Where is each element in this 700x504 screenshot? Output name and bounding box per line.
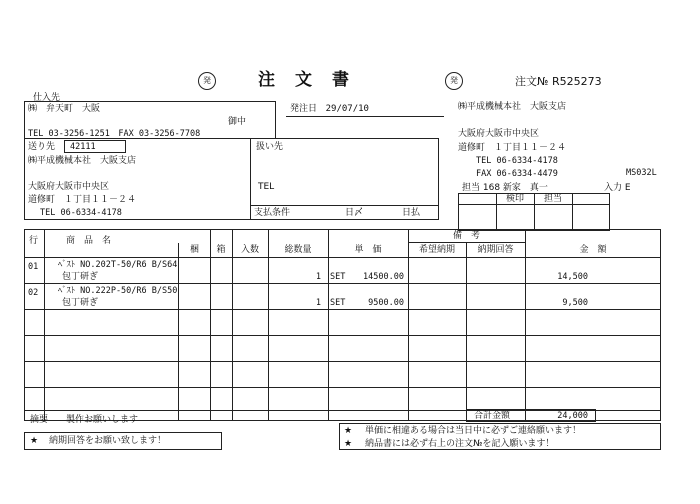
order-number: 注文№ R525273 bbox=[515, 75, 602, 88]
row-1-total-qty: 1 bbox=[315, 272, 321, 282]
footer-left-note: ★ 納期回答をお願い致します！ bbox=[30, 436, 166, 446]
ship-to-name: ㈱平成機械本社 大阪支店 bbox=[28, 156, 137, 166]
total-value: 24,000 bbox=[557, 411, 588, 421]
ship-to-divider bbox=[250, 138, 251, 220]
row-1-line: 01 bbox=[28, 262, 39, 272]
summary-label: 摘要 bbox=[30, 415, 49, 425]
row-sep-5 bbox=[24, 387, 661, 388]
ship-to-tel: TEL 06-6334-4178 bbox=[40, 208, 122, 218]
col-unit-sep bbox=[408, 229, 409, 421]
header-box: 箱 bbox=[216, 245, 226, 255]
header-pallet: 梱 bbox=[189, 245, 199, 255]
row-2-product: ﾍﾞｽﾄ NO.222P-50/R6 B/S50 bbox=[58, 286, 178, 296]
col-total-sep bbox=[328, 229, 329, 421]
header-line: 行 bbox=[29, 236, 39, 246]
header-remarks: 備 考 bbox=[452, 231, 480, 241]
star-icon: ★ bbox=[30, 436, 39, 446]
row-1-unit: SET bbox=[330, 272, 346, 282]
row-1-product: ﾍﾞｽﾄ NO.202T-50/R6 B/S64 bbox=[58, 260, 178, 270]
row-2-unit-price: 9500.00 bbox=[368, 298, 404, 308]
payment-divider bbox=[250, 205, 439, 206]
supplier-name: ㈱ 弁天町 大阪 bbox=[28, 104, 101, 114]
col-reply-sep bbox=[525, 229, 526, 421]
header-unit-price: 単 価 bbox=[354, 245, 382, 255]
row-sep-4 bbox=[24, 361, 661, 362]
approval-staff-label: 担当 bbox=[543, 194, 562, 204]
buyer-staff: 担当 168 新家 真一 bbox=[462, 183, 548, 193]
buyer-fax: FAX 06-6334-4479 bbox=[476, 169, 558, 179]
handler-label: 扱い先 bbox=[256, 142, 284, 152]
payment-pay-label: 日払 bbox=[402, 208, 421, 218]
title-stamp-right: 発 bbox=[445, 72, 463, 90]
row-2-note: 包丁研ぎ bbox=[62, 298, 99, 308]
form-code: MS032L bbox=[626, 168, 657, 178]
row-sep-1 bbox=[24, 283, 661, 284]
row-2-unit: SET bbox=[330, 298, 346, 308]
buyer-tel: TEL 06-6334-4178 bbox=[476, 156, 558, 166]
summary-text: 製作お願いします bbox=[66, 415, 139, 425]
table-header-line bbox=[24, 257, 661, 258]
header-amount: 金 額 bbox=[579, 245, 607, 255]
header-delivery-reply: 納期回答 bbox=[477, 245, 514, 255]
handler-tel-label: TEL bbox=[258, 182, 275, 192]
document-title: 注文書 bbox=[258, 70, 369, 90]
star-icon: ★ bbox=[344, 439, 353, 449]
approval-col-3 bbox=[572, 193, 573, 231]
row-2-amount: 9,500 bbox=[562, 298, 588, 308]
footer-right-note-2: ★ 納品書には必ず右上の注文№を記入願います！ bbox=[344, 439, 555, 449]
buyer-name: ㈱平成機械本社 大阪支店 bbox=[458, 102, 567, 112]
total-label: 合計金額 bbox=[474, 411, 511, 421]
ship-to-label: 送り先 bbox=[28, 142, 56, 152]
col-box-sep bbox=[232, 229, 233, 421]
payment-label: 支払条件 bbox=[254, 208, 291, 218]
order-date: 発注日 29/07/10 bbox=[290, 104, 369, 114]
buyer-input: 入力 E bbox=[604, 183, 631, 193]
ship-to-address1: 大阪府大阪市中央区 bbox=[28, 182, 110, 192]
footer-right-note-1: ★ 単価に相違ある場合は当日中に必ずご連絡願います！ bbox=[344, 426, 581, 436]
row-2-line: 02 bbox=[28, 288, 39, 298]
row-1-note: 包丁研ぎ bbox=[62, 272, 99, 282]
title-stamp-left: 発 bbox=[198, 72, 216, 90]
payment-day-label: 日〆 bbox=[345, 208, 364, 218]
order-date-underline bbox=[286, 116, 444, 117]
header-total-qty: 総数量 bbox=[284, 245, 312, 255]
approval-inspect-label: 検印 bbox=[505, 194, 524, 204]
col-desired-sep bbox=[466, 243, 467, 421]
ship-to-code: 42111 bbox=[70, 142, 96, 152]
col-line-sep bbox=[44, 229, 45, 421]
supplier-phone-fax: TEL 03-3256-1251 FAX 03-3256-7708 bbox=[28, 129, 201, 139]
buyer-address1: 大阪府大阪市中央区 bbox=[458, 129, 540, 139]
star-icon: ★ bbox=[344, 426, 353, 436]
buyer-address2: 道修町 １丁目１１－２４ bbox=[458, 143, 567, 153]
supplier-section-label: 仕入先 bbox=[33, 93, 61, 103]
row-1-unit-price: 14500.00 bbox=[363, 272, 404, 282]
header-qty-in: 入数 bbox=[240, 245, 259, 255]
supplier-honorific: 御中 bbox=[228, 117, 247, 127]
header-product: 商 品 名 bbox=[66, 236, 112, 246]
col-pallet-sep bbox=[210, 229, 211, 421]
ship-to-address2: 道修町 １丁目１１－２４ bbox=[28, 195, 137, 205]
row-1-amount: 14,500 bbox=[557, 272, 588, 282]
col-product-sep bbox=[178, 243, 179, 421]
row-sep-2 bbox=[24, 309, 661, 310]
row-sep-3 bbox=[24, 335, 661, 336]
header-desired-delivery: 希望納期 bbox=[418, 245, 455, 255]
col-qtyin-sep bbox=[268, 229, 269, 421]
row-2-total-qty: 1 bbox=[315, 298, 321, 308]
